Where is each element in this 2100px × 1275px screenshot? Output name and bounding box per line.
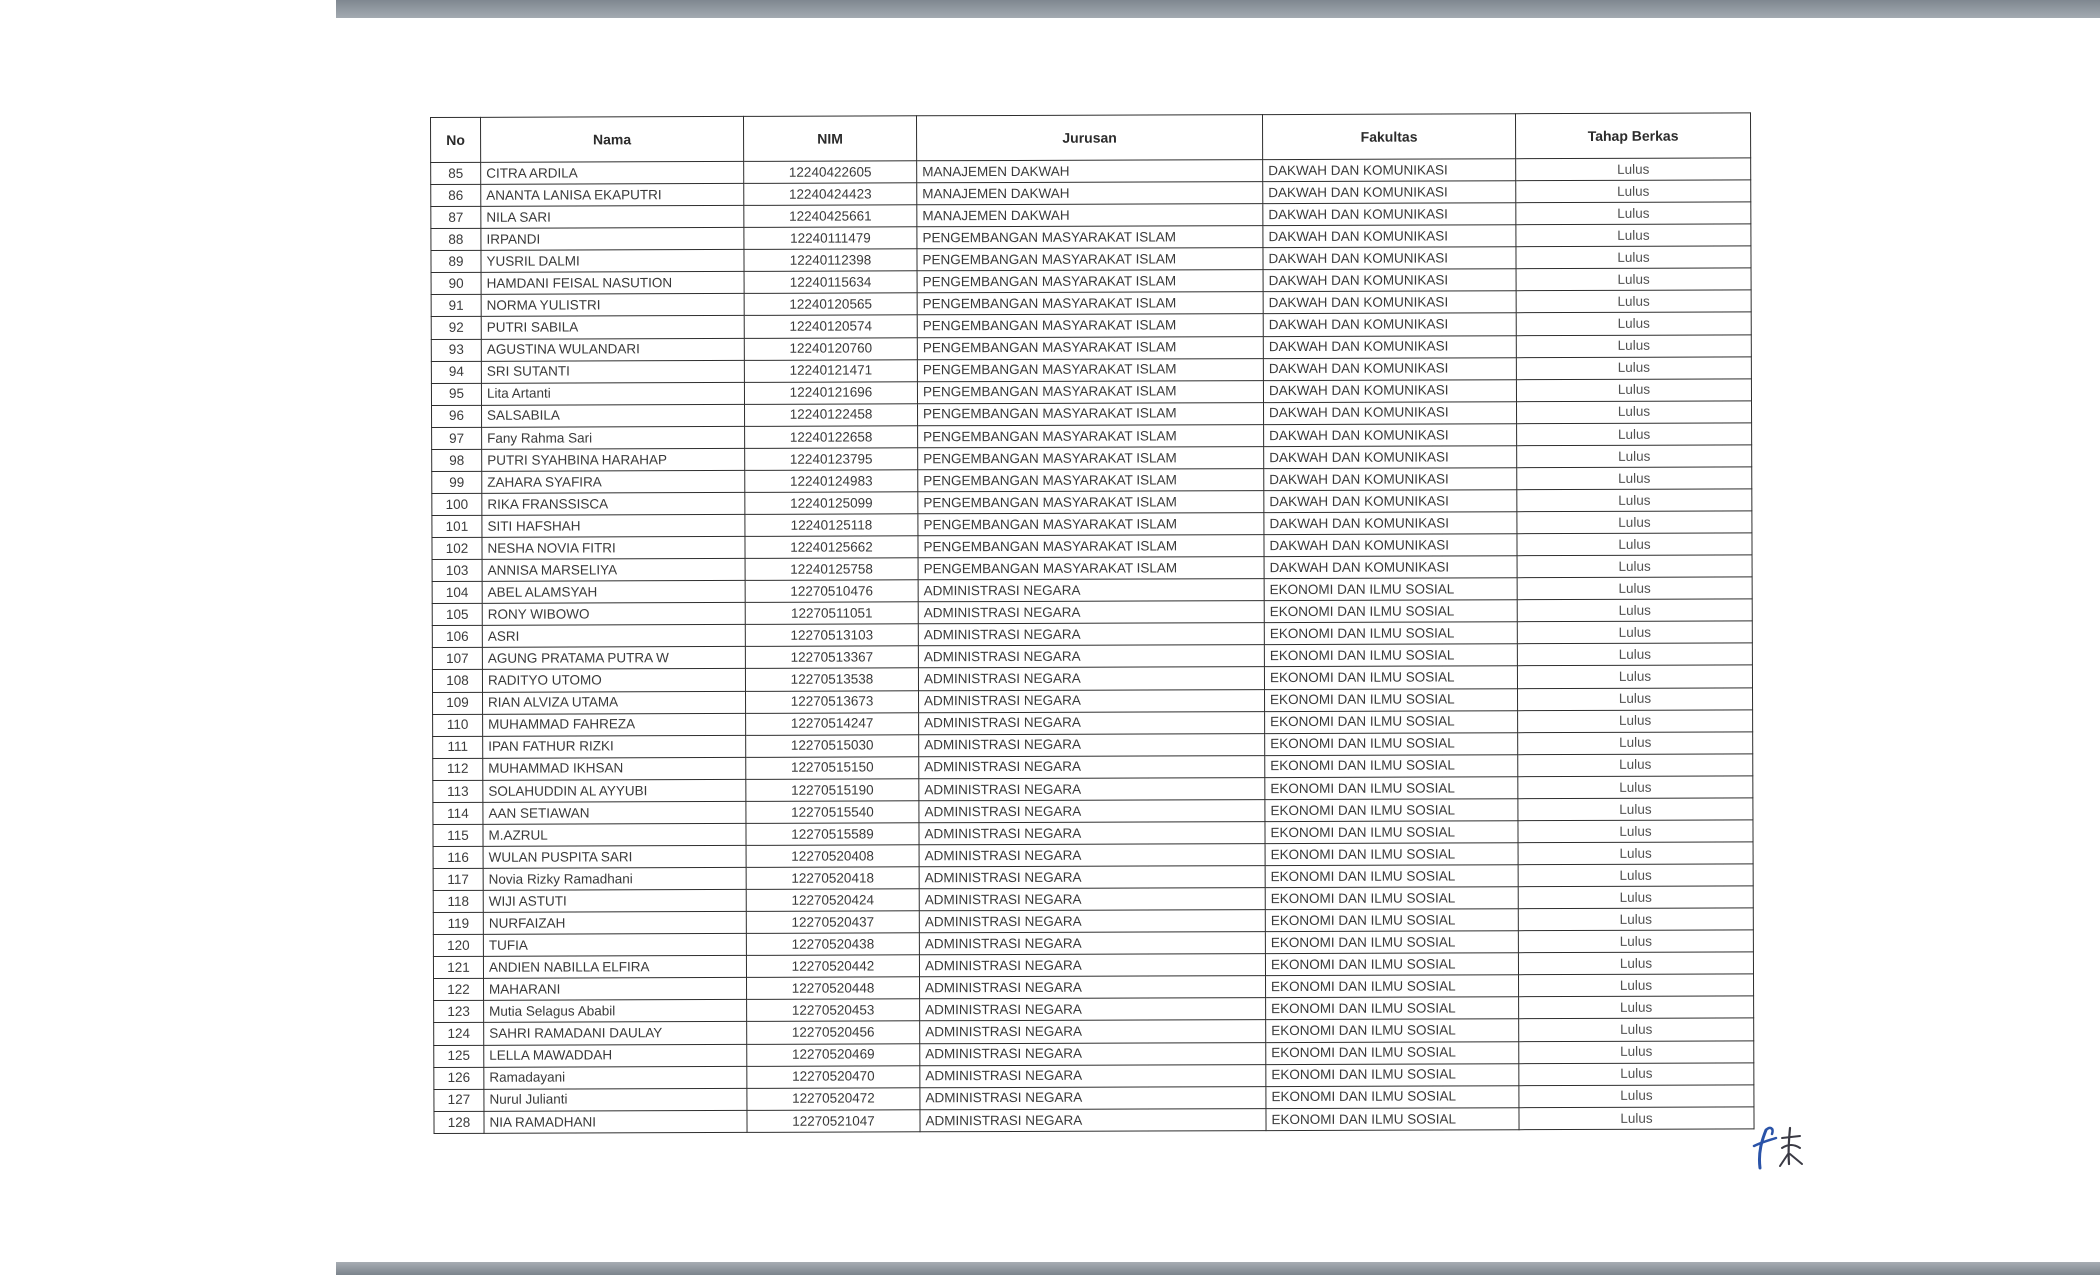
cell-tahap-berkas: Lulus <box>1518 709 1753 732</box>
cell-no: 88 <box>431 229 481 251</box>
cell-fakultas: DAKWAH DAN KOMUNIKASI <box>1264 401 1517 424</box>
cell-tahap-berkas: Lulus <box>1519 1040 1754 1063</box>
cell-nama: WULAN PUSPITA SARI <box>483 845 746 868</box>
cell-fakultas: EKONOMI DAN ILMU SOSIAL <box>1265 732 1518 755</box>
cell-nim: 12270520456 <box>747 1021 920 1044</box>
cell-fakultas: DAKWAH DAN KOMUNIKASI <box>1263 291 1516 314</box>
scan-bottom-edge <box>336 1262 2100 1275</box>
cell-fakultas: DAKWAH DAN KOMUNIKASI <box>1263 357 1516 380</box>
cell-nim: 12240123795 <box>745 448 918 471</box>
cell-nama: HAMDANI FEISAL NASUTION <box>481 272 744 295</box>
cell-jurusan: ADMINISTRASI NEGARA <box>918 645 1264 668</box>
cell-no: 116 <box>433 846 483 868</box>
cell-jurusan: ADMINISTRASI NEGARA <box>919 799 1265 822</box>
cell-tahap-berkas: Lulus <box>1517 599 1752 622</box>
cell-jurusan: PENGEMBANGAN MASYARAKAT ISLAM <box>918 535 1264 558</box>
cell-nama: AGUNG PRATAMA PUTRA W <box>482 647 745 670</box>
cell-nama: AGUSTINA WULANDARI <box>481 338 744 361</box>
cell-jurusan: ADMINISTRASI NEGARA <box>920 976 1266 999</box>
cell-nim: 12240122658 <box>745 426 918 449</box>
cell-fakultas: DAKWAH DAN KOMUNIKASI <box>1264 490 1517 513</box>
cell-tahap-berkas: Lulus <box>1517 533 1752 556</box>
cell-jurusan: PENGEMBANGAN MASYARAKAT ISLAM <box>918 424 1264 447</box>
cell-no: 122 <box>434 979 484 1001</box>
cell-no: 90 <box>431 273 481 295</box>
cell-jurusan: MANAJEMEN DAKWAH <box>917 204 1263 227</box>
cell-fakultas: EKONOMI DAN ILMU SOSIAL <box>1264 644 1517 667</box>
cell-nama: NURFAIZAH <box>483 912 746 935</box>
cell-nim: 12270511051 <box>745 602 918 625</box>
cell-nim: 12240125662 <box>745 536 918 559</box>
cell-nama: ABEL ALAMSYAH <box>482 581 745 604</box>
cell-fakultas: DAKWAH DAN KOMUNIKASI <box>1263 335 1516 358</box>
cell-nim: 12270520472 <box>747 1087 920 1110</box>
cell-tahap-berkas: Lulus <box>1517 445 1752 468</box>
cell-nim: 12270520408 <box>746 845 919 868</box>
cell-tahap-berkas: Lulus <box>1516 312 1751 335</box>
cell-no: 113 <box>433 780 483 802</box>
cell-fakultas: EKONOMI DAN ILMU SOSIAL <box>1266 1041 1519 1064</box>
cell-nama: MUHAMMAD FAHREZA <box>483 713 746 736</box>
cell-fakultas: EKONOMI DAN ILMU SOSIAL <box>1265 887 1518 910</box>
cell-no: 108 <box>432 670 482 692</box>
cell-jurusan: ADMINISTRASI NEGARA <box>919 866 1265 889</box>
cell-jurusan: ADMINISTRASI NEGARA <box>920 1086 1266 1109</box>
cell-no: 107 <box>432 648 482 670</box>
cell-nama: MAHARANI <box>484 978 747 1001</box>
cell-nim: 12270515030 <box>746 734 919 757</box>
cell-tahap-berkas: Lulus <box>1517 467 1752 490</box>
cell-tahap-berkas: Lulus <box>1518 754 1753 777</box>
cell-tahap-berkas: Lulus <box>1516 180 1751 203</box>
cell-nim: 12240122458 <box>745 403 918 426</box>
cell-fakultas: EKONOMI DAN ILMU SOSIAL <box>1265 821 1518 844</box>
cell-jurusan: ADMINISTRASI NEGARA <box>920 1020 1266 1043</box>
cell-tahap-berkas: Lulus <box>1518 886 1753 909</box>
cell-nim: 12270520442 <box>746 955 919 978</box>
cell-tahap-berkas: Lulus <box>1517 423 1752 446</box>
cell-fakultas: DAKWAH DAN KOMUNIKASI <box>1264 446 1517 469</box>
cell-nama: NORMA YULISTRI <box>481 294 744 317</box>
cell-tahap-berkas: Lulus <box>1516 158 1751 181</box>
cell-jurusan: PENGEMBANGAN MASYARAKAT ISLAM <box>918 446 1264 469</box>
cell-fakultas: EKONOMI DAN ILMU SOSIAL <box>1265 754 1518 777</box>
cell-fakultas: EKONOMI DAN ILMU SOSIAL <box>1266 1063 1519 1086</box>
cell-nama: CITRA ARDILA <box>481 161 744 184</box>
cell-jurusan: ADMINISTRASI NEGARA <box>919 910 1265 933</box>
cell-tahap-berkas: Lulus <box>1518 930 1753 953</box>
cell-tahap-berkas: Lulus <box>1516 379 1751 402</box>
cell-nama: ANANTA LANISA EKAPUTRI <box>481 183 744 206</box>
cell-nim: 12240125758 <box>745 558 918 581</box>
cell-nama: Ramadayani <box>484 1066 747 1089</box>
cell-nim: 12240124983 <box>745 470 918 493</box>
cell-no: 86 <box>431 184 481 206</box>
cell-no: 103 <box>432 559 482 581</box>
cell-nim: 12270514247 <box>746 712 919 735</box>
cell-nim: 12240125118 <box>745 514 918 537</box>
cell-no: 92 <box>431 317 481 339</box>
cell-jurusan: PENGEMBANGAN MASYARAKAT ISLAM <box>917 358 1263 381</box>
cell-tahap-berkas: Lulus <box>1516 246 1751 269</box>
header-nim: NIM <box>743 116 916 162</box>
cell-no: 105 <box>432 604 482 626</box>
cell-jurusan: PENGEMBANGAN MASYARAKAT ISLAM <box>917 270 1263 293</box>
cell-nama: SALSABILA <box>482 404 745 427</box>
cell-tahap-berkas: Lulus <box>1517 555 1752 578</box>
cell-nama: IPAN FATHUR RIZKI <box>483 735 746 758</box>
cell-nama: LELLA MAWADDAH <box>484 1044 747 1067</box>
cell-no: 96 <box>432 405 482 427</box>
cell-fakultas: EKONOMI DAN ILMU SOSIAL <box>1265 843 1518 866</box>
cell-nama: PUTRI SABILA <box>481 316 744 339</box>
cell-fakultas: EKONOMI DAN ILMU SOSIAL <box>1265 953 1518 976</box>
cell-jurusan: ADMINISTRASI NEGARA <box>919 932 1265 955</box>
cell-nama: Fany Rahma Sari <box>482 426 745 449</box>
cell-jurusan: PENGEMBANGAN MASYARAKAT ISLAM <box>917 314 1263 337</box>
cell-fakultas: EKONOMI DAN ILMU SOSIAL <box>1266 1019 1519 1042</box>
cell-nama: ANDIEN NABILLA ELFIRA <box>483 956 746 979</box>
cell-no: 111 <box>433 736 483 758</box>
cell-nim: 12270520469 <box>747 1043 920 1066</box>
cell-jurusan: PENGEMBANGAN MASYARAKAT ISLAM <box>917 248 1263 271</box>
cell-nama: NIA RAMADHANI <box>484 1110 747 1133</box>
cell-nama: PUTRI SYAHBINA HARAHAP <box>482 448 745 471</box>
cell-jurusan: ADMINISTRASI NEGARA <box>918 601 1264 624</box>
cell-nama: ZAHARA SYAFIRA <box>482 470 745 493</box>
cell-fakultas: EKONOMI DAN ILMU SOSIAL <box>1266 1107 1519 1130</box>
cell-nama: Mutia Selagus Ababil <box>484 1000 747 1023</box>
cell-no: 126 <box>434 1067 484 1089</box>
cell-nim: 12270513673 <box>746 690 919 713</box>
cell-nim: 12240424423 <box>744 183 917 206</box>
cell-nim: 12240125099 <box>745 492 918 515</box>
cell-jurusan: ADMINISTRASI NEGARA <box>920 998 1266 1021</box>
cell-jurusan: ADMINISTRASI NEGARA <box>918 667 1264 690</box>
cell-no: 109 <box>433 692 483 714</box>
cell-no: 115 <box>433 824 483 846</box>
cell-no: 101 <box>432 515 482 537</box>
cell-fakultas: EKONOMI DAN ILMU SOSIAL <box>1266 997 1519 1020</box>
cell-no: 114 <box>433 802 483 824</box>
cell-nama: Nurul Julianti <box>484 1088 747 1111</box>
cell-tahap-berkas: Lulus <box>1517 643 1752 666</box>
cell-nama: RIAN ALVIZA UTAMA <box>483 691 746 714</box>
cell-tahap-berkas: Lulus <box>1518 864 1753 887</box>
cell-no: 128 <box>434 1111 484 1133</box>
cell-nama: MUHAMMAD IKHSAN <box>483 757 746 780</box>
cell-nim: 12240120760 <box>744 337 917 360</box>
cell-tahap-berkas: Lulus <box>1519 974 1754 997</box>
cell-no: 104 <box>432 582 482 604</box>
cell-nama: WIJI ASTUTI <box>483 889 746 912</box>
cell-fakultas: DAKWAH DAN KOMUNIKASI <box>1263 247 1516 270</box>
cell-jurusan: ADMINISTRASI NEGARA <box>920 1042 1266 1065</box>
cell-no: 123 <box>434 1001 484 1023</box>
cell-no: 89 <box>431 251 481 273</box>
table-row <box>434 1107 1754 1134</box>
cell-no: 97 <box>432 427 482 449</box>
cell-fakultas: DAKWAH DAN KOMUNIKASI <box>1263 269 1516 292</box>
header-fakultas: Fakultas <box>1262 114 1515 160</box>
cell-no: 98 <box>432 449 482 471</box>
cell-nim: 12240111479 <box>744 227 917 250</box>
cell-no: 93 <box>431 339 481 361</box>
cell-jurusan: ADMINISTRASI NEGARA <box>919 888 1265 911</box>
cell-jurusan: ADMINISTRASI NEGARA <box>919 689 1265 712</box>
cell-nim: 12270513103 <box>745 624 918 647</box>
cell-tahap-berkas: Lulus <box>1517 621 1752 644</box>
cell-no: 102 <box>432 537 482 559</box>
cell-fakultas: DAKWAH DAN KOMUNIKASI <box>1264 556 1517 579</box>
cell-nim: 12240121471 <box>744 359 917 382</box>
cell-nama: M.AZRUL <box>483 823 746 846</box>
cell-fakultas: DAKWAH DAN KOMUNIKASI <box>1263 181 1516 204</box>
cell-no: 121 <box>433 957 483 979</box>
header-nama: Nama <box>481 116 744 162</box>
cell-jurusan: PENGEMBANGAN MASYARAKAT ISLAM <box>918 491 1264 514</box>
results-table <box>430 112 1755 1134</box>
cell-fakultas: EKONOMI DAN ILMU SOSIAL <box>1265 865 1518 888</box>
cell-fakultas: DAKWAH DAN KOMUNIKASI <box>1264 534 1517 557</box>
cell-nama: ANNISA MARSELIYA <box>482 559 745 582</box>
cell-jurusan: MANAJEMEN DAKWAH <box>917 182 1263 205</box>
cell-fakultas: EKONOMI DAN ILMU SOSIAL <box>1266 1085 1519 1108</box>
cell-jurusan: PENGEMBANGAN MASYARAKAT ISLAM <box>918 557 1264 580</box>
cell-nim: 12270520437 <box>746 911 919 934</box>
cell-fakultas: EKONOMI DAN ILMU SOSIAL <box>1265 799 1518 822</box>
cell-no: 85 <box>431 162 481 184</box>
cell-tahap-berkas: Lulus <box>1519 1018 1754 1041</box>
cell-nim: 12240422605 <box>744 161 917 184</box>
cell-jurusan: ADMINISTRASI NEGARA <box>919 755 1265 778</box>
cell-jurusan: ADMINISTRASI NEGARA <box>918 579 1264 602</box>
cell-fakultas: EKONOMI DAN ILMU SOSIAL <box>1264 578 1517 601</box>
cell-nama: Lita Artanti <box>481 382 744 405</box>
cell-nama: TUFIA <box>483 934 746 957</box>
cell-tahap-berkas: Lulus <box>1519 996 1754 1019</box>
cell-fakultas: DAKWAH DAN KOMUNIKASI <box>1264 512 1517 535</box>
cell-jurusan: ADMINISTRASI NEGARA <box>919 777 1265 800</box>
cell-fakultas: DAKWAH DAN KOMUNIKASI <box>1263 159 1516 182</box>
cell-nim: 12270515589 <box>746 823 919 846</box>
cell-fakultas: EKONOMI DAN ILMU SOSIAL <box>1264 600 1517 623</box>
cell-no: 117 <box>433 868 483 890</box>
cell-jurusan: PENGEMBANGAN MASYARAKAT ISLAM <box>917 226 1263 249</box>
cell-jurusan: PENGEMBANGAN MASYARAKAT ISLAM <box>917 292 1263 315</box>
header-no: No <box>431 117 481 162</box>
cell-nim: 12270520424 <box>746 889 919 912</box>
cell-nama: SITI HAFSHAH <box>482 514 745 537</box>
cell-nim: 12240115634 <box>744 271 917 294</box>
cell-no: 125 <box>434 1045 484 1067</box>
paraf-signature <box>1752 1124 1810 1174</box>
cell-jurusan: ADMINISTRASI NEGARA <box>920 1064 1266 1087</box>
cell-jurusan: ADMINISTRASI NEGARA <box>919 844 1265 867</box>
cell-jurusan: ADMINISTRASI NEGARA <box>920 1108 1266 1132</box>
cell-nama: Novia Rizky Ramadhani <box>483 867 746 890</box>
cell-tahap-berkas: Lulus <box>1518 776 1753 799</box>
cell-nim: 12270520448 <box>747 977 920 1000</box>
cell-jurusan: PENGEMBANGAN MASYARAKAT ISLAM <box>918 402 1264 425</box>
cell-nim: 12240425661 <box>744 205 917 228</box>
cell-nama: RADITYO UTOMO <box>482 669 745 692</box>
cell-fakultas: DAKWAH DAN KOMUNIKASI <box>1263 203 1516 226</box>
cell-jurusan: ADMINISTRASI NEGARA <box>919 821 1265 844</box>
cell-tahap-berkas: Lulus <box>1519 1107 1754 1130</box>
cell-fakultas: EKONOMI DAN ILMU SOSIAL <box>1265 710 1518 733</box>
cell-no: 106 <box>432 626 482 648</box>
cell-no: 127 <box>434 1089 484 1111</box>
cell-nama: SRI SUTANTI <box>481 360 744 383</box>
cell-jurusan: ADMINISTRASI NEGARA <box>919 733 1265 756</box>
cell-no: 119 <box>433 912 483 934</box>
cell-tahap-berkas: Lulus <box>1518 952 1753 975</box>
cell-fakultas: EKONOMI DAN ILMU SOSIAL <box>1264 666 1517 689</box>
cell-tahap-berkas: Lulus <box>1519 1062 1754 1085</box>
cell-nim: 12240120565 <box>744 293 917 316</box>
cell-fakultas: DAKWAH DAN KOMUNIKASI <box>1263 313 1516 336</box>
cell-tahap-berkas: Lulus <box>1516 224 1751 247</box>
cell-jurusan: PENGEMBANGAN MASYARAKAT ISLAM <box>918 513 1264 536</box>
cell-jurusan: PENGEMBANGAN MASYARAKAT ISLAM <box>918 468 1264 491</box>
cell-no: 99 <box>432 471 482 493</box>
cell-nim: 12240112398 <box>744 249 917 272</box>
cell-no: 100 <box>432 493 482 515</box>
cell-fakultas: EKONOMI DAN ILMU SOSIAL <box>1265 909 1518 932</box>
header-jurusan: Jurusan <box>916 115 1262 161</box>
cell-nim: 12270520418 <box>746 867 919 890</box>
cell-no: 110 <box>433 714 483 736</box>
cell-nama: SAHRI RAMADANI DAULAY <box>484 1022 747 1045</box>
cell-nim: 12270513367 <box>745 646 918 669</box>
table-body <box>431 158 1754 1134</box>
cell-nim: 12270520470 <box>747 1065 920 1088</box>
cell-nama: SOLAHUDDIN AL AYYUBI <box>483 779 746 802</box>
cell-no: 112 <box>433 758 483 780</box>
cell-fakultas: DAKWAH DAN KOMUNIKASI <box>1264 468 1517 491</box>
cell-nama: NILA SARI <box>481 206 744 229</box>
cell-tahap-berkas: Lulus <box>1516 202 1751 225</box>
cell-no: 87 <box>431 206 481 228</box>
cell-fakultas: DAKWAH DAN KOMUNIKASI <box>1263 225 1516 248</box>
cell-nim: 12240121696 <box>744 381 917 404</box>
cell-nim: 12270515190 <box>746 779 919 802</box>
cell-nim: 12270520438 <box>746 933 919 956</box>
cell-nim: 12270513538 <box>745 668 918 691</box>
cell-nama: IRPANDI <box>481 228 744 251</box>
cell-nim: 12270521047 <box>747 1109 920 1132</box>
cell-tahap-berkas: Lulus <box>1516 290 1751 313</box>
cell-fakultas: DAKWAH DAN KOMUNIKASI <box>1264 423 1517 446</box>
cell-tahap-berkas: Lulus <box>1517 489 1752 512</box>
cell-tahap-berkas: Lulus <box>1516 356 1751 379</box>
cell-tahap-berkas: Lulus <box>1517 665 1752 688</box>
table-header-row <box>431 113 1751 163</box>
cell-fakultas: EKONOMI DAN ILMU SOSIAL <box>1266 975 1519 998</box>
cell-tahap-berkas: Lulus <box>1519 1085 1754 1108</box>
cell-jurusan: PENGEMBANGAN MASYARAKAT ISLAM <box>917 336 1263 359</box>
cell-tahap-berkas: Lulus <box>1516 401 1751 424</box>
cell-fakultas: EKONOMI DAN ILMU SOSIAL <box>1264 622 1517 645</box>
cell-tahap-berkas: Lulus <box>1518 732 1753 755</box>
cell-jurusan: MANAJEMEN DAKWAH <box>917 160 1263 183</box>
cell-tahap-berkas: Lulus <box>1518 687 1753 710</box>
cell-no: 124 <box>434 1023 484 1045</box>
cell-jurusan: ADMINISTRASI NEGARA <box>918 623 1264 646</box>
cell-tahap-berkas: Lulus <box>1518 798 1753 821</box>
cell-nama: RIKA FRANSSISCA <box>482 492 745 515</box>
cell-jurusan: ADMINISTRASI NEGARA <box>919 954 1265 977</box>
cell-nim: 12240120574 <box>744 315 917 338</box>
cell-nama: ASRI <box>482 625 745 648</box>
cell-nama: NESHA NOVIA FITRI <box>482 536 745 559</box>
cell-tahap-berkas: Lulus <box>1518 842 1753 865</box>
cell-fakultas: EKONOMI DAN ILMU SOSIAL <box>1265 688 1518 711</box>
cell-nim: 12270515540 <box>746 801 919 824</box>
header-tahap-berkas: Tahap Berkas <box>1515 113 1750 159</box>
cell-nama: YUSRIL DALMI <box>481 250 744 273</box>
cell-nama: AAN SETIAWAN <box>483 801 746 824</box>
cell-tahap-berkas: Lulus <box>1518 908 1753 931</box>
cell-fakultas: DAKWAH DAN KOMUNIKASI <box>1263 379 1516 402</box>
cell-fakultas: EKONOMI DAN ILMU SOSIAL <box>1265 931 1518 954</box>
cell-jurusan: PENGEMBANGAN MASYARAKAT ISLAM <box>917 380 1263 403</box>
cell-no: 120 <box>433 935 483 957</box>
cell-nim: 12270510476 <box>745 580 918 603</box>
cell-tahap-berkas: Lulus <box>1516 268 1751 291</box>
cell-tahap-berkas: Lulus <box>1517 511 1752 534</box>
cell-nama: RONY WIBOWO <box>482 603 745 626</box>
cell-fakultas: EKONOMI DAN ILMU SOSIAL <box>1265 776 1518 799</box>
cell-tahap-berkas: Lulus <box>1516 334 1751 357</box>
cell-nim: 12270520453 <box>747 999 920 1022</box>
cell-no: 91 <box>431 295 481 317</box>
scan-top-edge <box>336 0 2100 18</box>
cell-tahap-berkas: Lulus <box>1518 820 1753 843</box>
cell-jurusan: ADMINISTRASI NEGARA <box>919 711 1265 734</box>
cell-no: 94 <box>431 361 481 383</box>
cell-nim: 12270515150 <box>746 756 919 779</box>
cell-no: 118 <box>433 890 483 912</box>
cell-tahap-berkas: Lulus <box>1517 577 1752 600</box>
cell-no: 95 <box>431 383 481 405</box>
